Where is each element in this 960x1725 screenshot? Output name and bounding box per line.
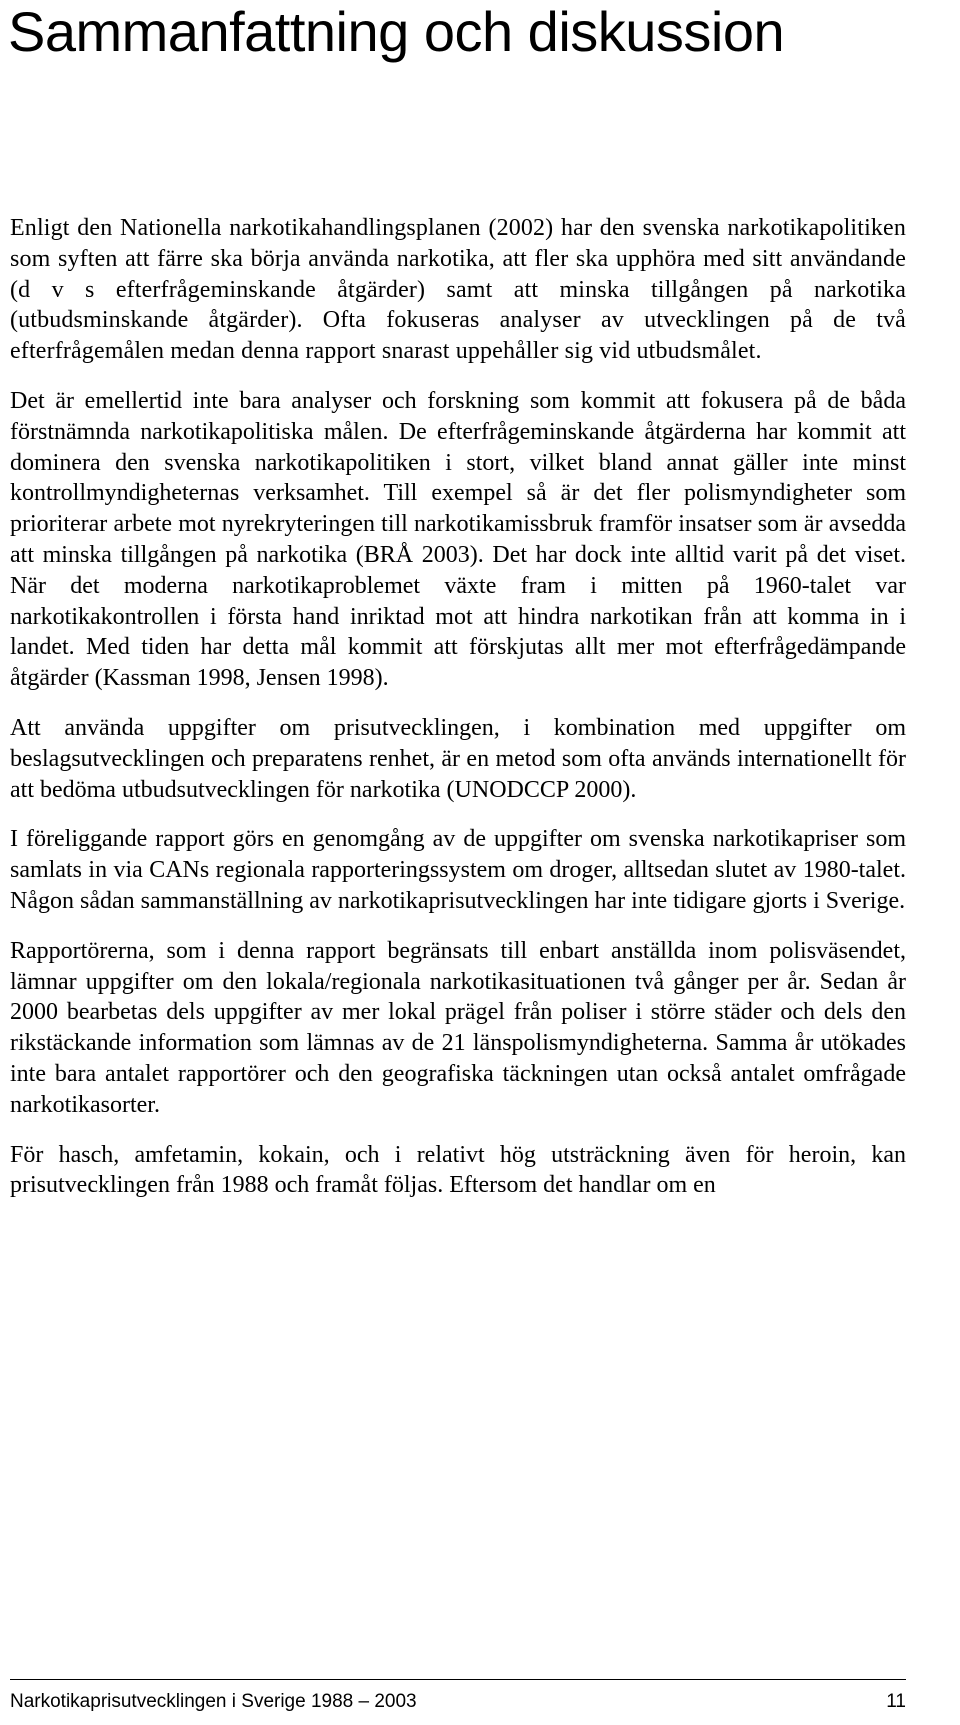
- paragraph: Att använda uppgifter om prisutvecklingen, i kombination med uppgifter om beslagsutvecklingen och preparatens renhet, är en metod som ofta används internationellt för att bedöma utbudsutvecklingen för narkotika (UNODCCP 2000).: [10, 714, 906, 803]
- paragraph: För hasch, amfetamin, kokain, och i relativt hög utsträckning även för heroin, kan prisutvecklingen från 1988 och framåt följas. Eftersom det handlar om en: [10, 1141, 906, 1199]
- paragraph: I föreliggande rapport görs en genomgång av de uppgifter om svenska narkotikapriser som samlats in via CANs regionala rapporteringssystem om droger, alltsedan slutet av 1980-talet. Någon sådan sammanställning av narkotikaprisutvecklingen har inte tidigare gjorts i Sverige.: [10, 826, 906, 914]
- page-title: Sammanfattning och diskussion: [8, 0, 785, 63]
- footer-divider: [10, 1679, 906, 1680]
- footer-title: Narkotikaprisutvecklingen i Sverige 1988 – 2003: [10, 1691, 417, 1712]
- paragraph: Enligt den Nationella narkotikahandlingsplanen (2002) har den svenska narkotikapolitiken som syften att färre ska börja använda narkotika, att fler ska upphöra med sitt användande (d v s efterfrågeminskande åtgärder) samt att minska tillgången på narkotika (utbudsminskande åtgärder). Ofta fokuseras analyser av utvecklingen på de två efterfrågemålen medan denna rapport snarast uppehåller sig vid utbudsmålet.: [10, 215, 906, 365]
- body-text: [10, 213, 906, 1220]
- paragraph: Rapportörerna, som i denna rapport begränsats till enbart anställda inom polisväsendet, lämnar uppgifter om den lokala/regionala narkotikasituationen två gånger per år. Sedan år 2000 bearbetas dels uppgifter av mer lokal prägel från poliser i större städer och dels den rikstäckande information som lämnas av de 21 länspolismyndigheterna. Samma år utökades inte bara antalet rapportörer och den geografiska täckningen utan också antalet omfrågade narkotikasorter.: [10, 937, 906, 1118]
- page-number: 11: [886, 1691, 906, 1712]
- paragraph: Det är emellertid inte bara analyser och forskning som kommit att fokusera på de båda förstnämnda narkotikapolitiska målen. De efterfrågeminskande åtgärderna har kommit att dominera den svenska narkotikapolitiken i stort, vilket bland annat gäller inte minst kontrollmyndigheternas verksamhet. Till exempel så är det fler polismyndigheter som prioriterar arbete mot nyrekryteringen till narkotikamissbruk framför insatser som är avsedda att minska tillgången på narkotika (BRÅ 2003). Det har dock inte alltid varit på det viset. När det moderna narkotikaproblemet växte fram i mitten på 1960-talet var narkotikakontrollen i första hand inriktad mot att hindra narkotikan från att komma in i landet. Med tiden har detta mål kommit att förskjutas allt mer mot efterfrågedämpande åtgärder (Kassman 1998, Jensen 1998).: [10, 387, 906, 692]
